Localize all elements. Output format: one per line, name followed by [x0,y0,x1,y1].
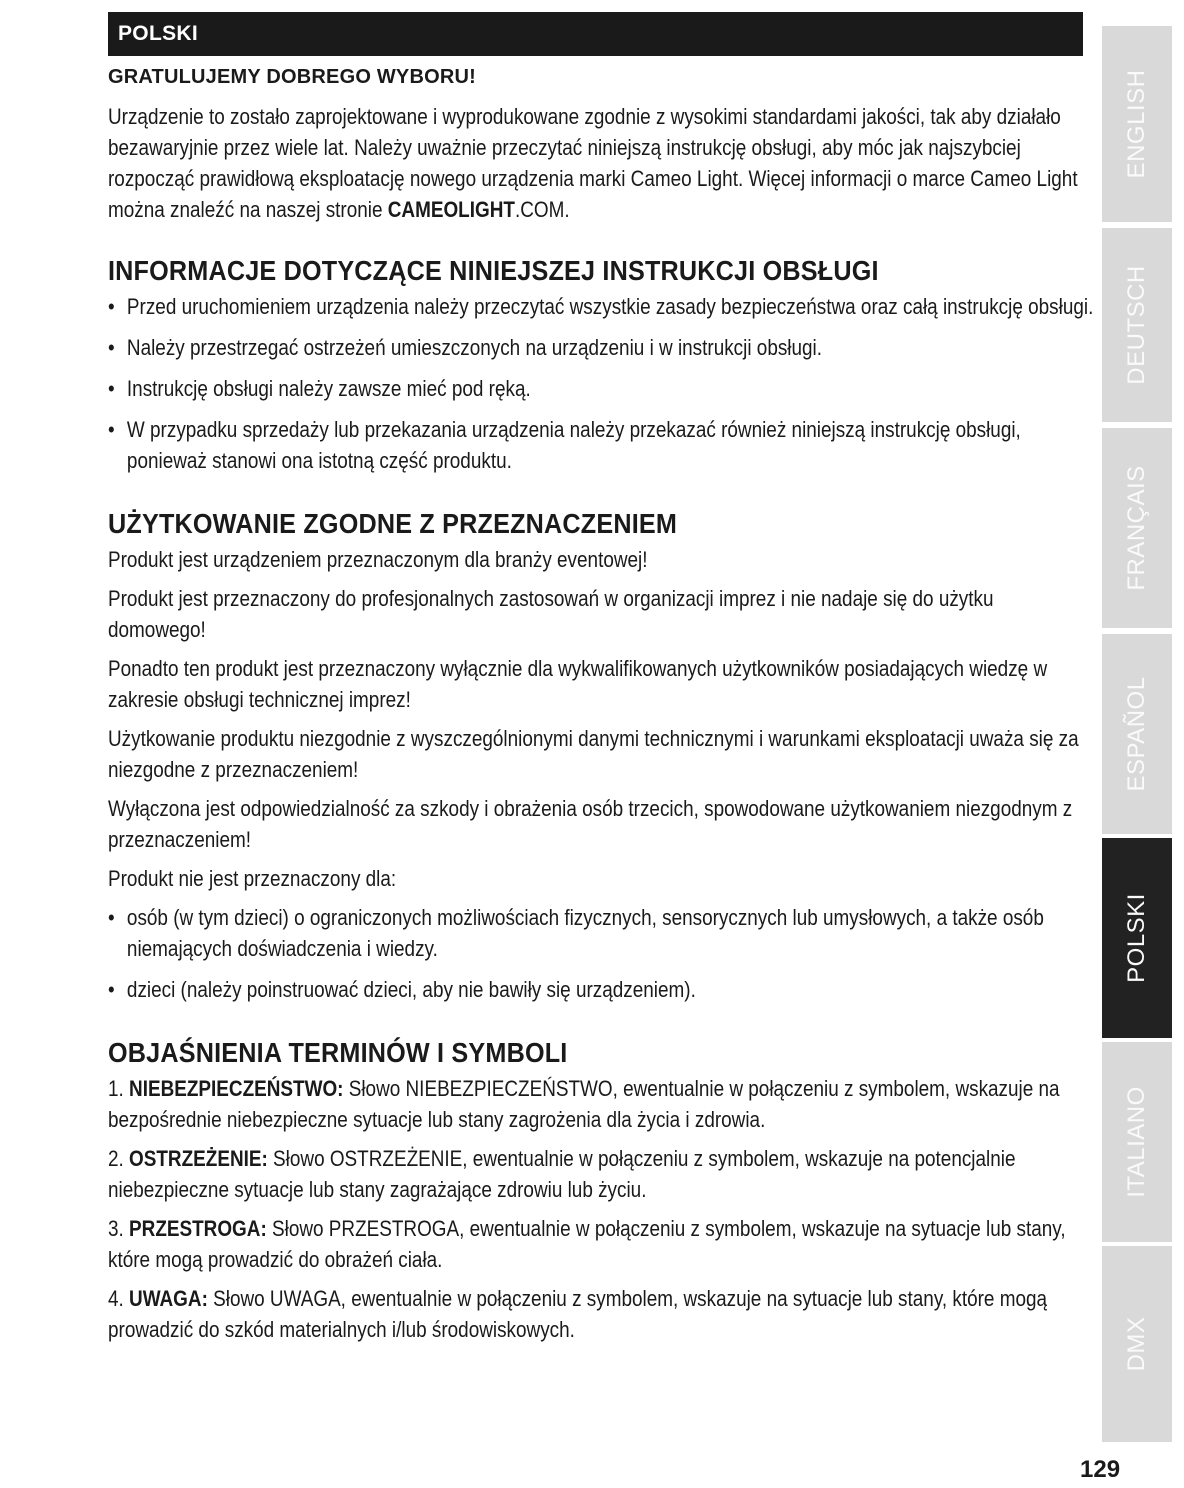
tab-espanol[interactable]: ESPAÑOL [1102,634,1172,834]
tab-english[interactable]: ENGLISH [1102,26,1172,222]
paragraph: Ponadto ten produkt jest przeznaczony wyłącznie dla wykwalifikowanych użytkowników posiadających wiedzę w zakresie obsługi technicznej imprez! [108,656,1048,712]
paragraph: Użytkowanie produktu niezgodnie z wyszczególnionymi danymi technicznymi i warunkami eksploatacji uważa się za niezgodne z przeznaczeniem! [108,726,1079,782]
term-item: 1. NIEBEZPIECZEŃSTWO: Słowo NIEBEZPIECZEŃSTWO, ewentualnie w połączeniu z symbolem, wskazuje na bezpośrednie niebezpieczne sytuacje lub stany zagrożenia dla życia i zdrowia. [108,1076,1060,1132]
term-item: 2. OSTRZEŻENIE: Słowo OSTRZEŻENIE, ewentualnie w połączeniu z symbolem, wskazuje na potencjalnie niebezpieczne sytuacje lub stany zagrażające zdrowiu lub życiu. [108,1146,1016,1202]
term-label: NIEBEZPIECZEŃSTWO: [129,1076,344,1101]
paragraph: Produkt jest urządzeniem przeznaczonym dla branży eventowej! [108,547,648,572]
language-header-label: POLSKI [118,22,198,45]
term-item: 3. PRZESTROGA: Słowo PRZESTROGA, ewentualnie w połączeniu z symbolem, wskazuje na sytuacje lub stany, które mogą prowadzić do obrażeń ciała. [108,1216,1066,1272]
tab-italiano[interactable]: ITALIANO [1102,1042,1172,1242]
term-item: 4. UWAGA: Słowo UWAGA, ewentualnie w połączeniu z symbolem, wskazuje na sytuacje lub stany, które mogą prowadzić do szkód materialnych i/lub środowiskowych. [108,1286,1048,1342]
section-title-manual: INFORMACJE DOTYCZĄCE NINIEJSZEJ INSTRUKCJI OBSŁUGI [108,255,879,286]
bullet-icon: • [108,905,115,930]
bullet-icon: • [108,294,115,319]
paragraph: Produkt jest przeznaczony do profesjonalnych zastosowań w organizacji imprez i nie nadaje się do użytku domowego! [108,586,994,642]
congratulations-heading: GRATULUJEMY DOBREGO WYBORU! [108,66,476,88]
list-item: • dzieci (należy poinstruować dzieci, aby nie bawiły się urządzeniem). [108,974,1099,1005]
term-label: UWAGA: [129,1286,208,1311]
list-item: • Instrukcję obsługi należy zawsze mieć pod ręką. [108,373,1099,404]
term-label: PRZESTROGA: [129,1216,267,1241]
tab-deutsch[interactable]: DEUTSCH [1102,228,1172,422]
bullet-icon: • [108,376,115,401]
website-suffix: .COM. [514,197,570,222]
intended-use-bullet-list [108,902,1083,1005]
bullet-icon: • [108,977,115,1002]
list-item: • Przed uruchomieniem urządzenia należy przeczytać wszystkie zasady bezpieczeństwa oraz całą instrukcję obsługi. [108,291,1099,322]
bullet-icon: • [108,417,115,442]
list-item: • W przypadku sprzedaży lub przekazania urządzenia należy przekazać również niniejszą instrukcję obsługi, ponieważ stanowi ona istotną część produktu. [108,414,1099,476]
tab-francais[interactable]: FRANÇAIS [1102,428,1172,628]
intro-text: Urządzenie to zostało zaprojektowane i wyprodukowane zgodnie z wysokimi standardami jakości, tak aby działało bezawaryjnie przez wiele lat. Należy uważnie przeczytać niniejszą instrukcję obsługi, aby móc jak najszybciej rozpocząć prawidłową eksploatację nowego urządzenia marki Cameo Light. Więcej informacji o marce Cameo Light można znaleźć na naszej stronie [108,104,1078,222]
list-item: • osób (w tym dzieci) o ograniczonych możliwościach fizycznych, sensorycznych lub umysłowych, a także osób niemających doświadczenia i wiedzy. [108,902,1099,964]
paragraph: Wyłączona jest odpowiedzialność za szkody i obrażenia osób trzecich, spowodowane użytkowaniem niezgodnym z przeznaczeniem! [108,796,1073,852]
bullet-icon: • [108,335,115,360]
term-label: OSTRZEŻENIE: [129,1146,268,1171]
intro-paragraph [108,101,1080,225]
section-title-intended-use: UŻYTKOWANIE ZGODNE Z PRZEZNACZENIEM [108,508,678,539]
paragraph: Produkt nie jest przeznaczony dla: [108,866,397,891]
list-item: • Należy przestrzegać ostrzeżeń umieszczonych na urządzeniu i w instrukcji obsługi. [108,332,1099,363]
tab-polski[interactable]: POLSKI [1102,838,1172,1038]
tab-dmx[interactable]: DMX [1102,1246,1172,1442]
language-header-bar [108,12,1083,56]
section-title-terms: OBJAŚNIENIA TERMINÓW I SYMBOLI [108,1037,568,1068]
manual-bullet-list [108,291,1094,476]
page-content [108,12,1094,1353]
page-number: 129 [1080,1456,1121,1483]
website-bold: CAMEOLIGHT [387,197,515,222]
